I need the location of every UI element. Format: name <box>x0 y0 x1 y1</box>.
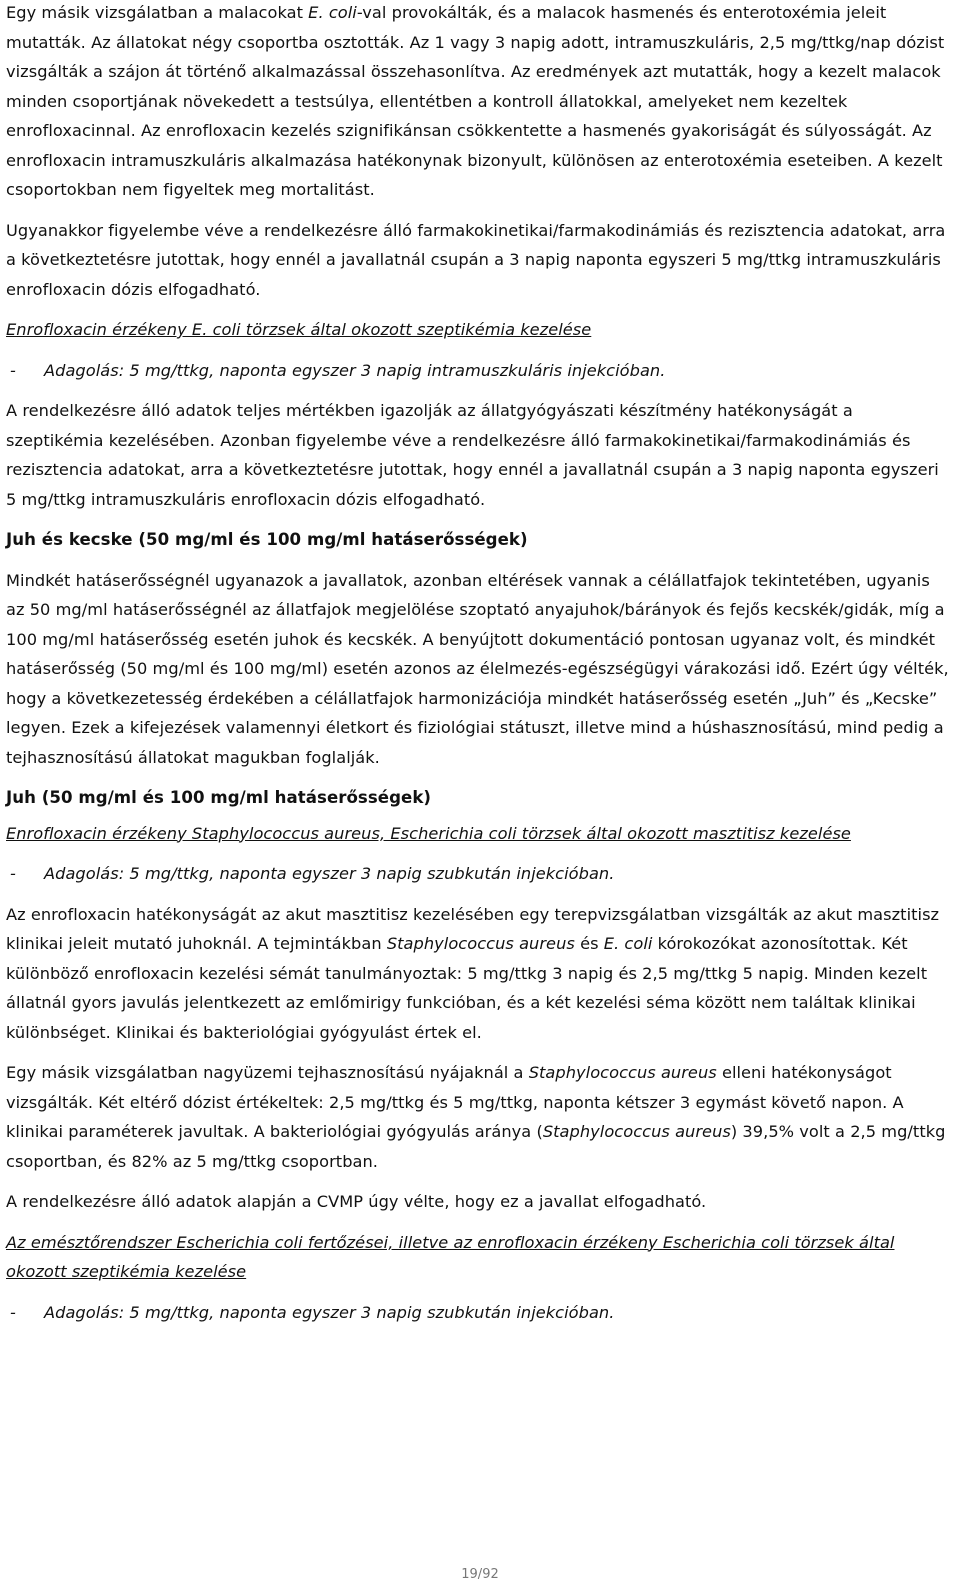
paragraph-text: Az enrofloxacin hatékonyságát az akut masztitisz kezelésében egy terepvizsgálatban vizsgálták az akut masztitisz klinikai jeleit mutató juhoknál. A tejmintákban <box>6 904 940 953</box>
italic-species: Staphylococcus aureus <box>542 1122 731 1141</box>
page-number: 19/92 <box>461 1567 499 1582</box>
paragraph-strengths: Mindkét hatáserősségnél ugyanazok a javallatok, azonban eltérések vannak a célállatfajok tekintetében, ugyanis az 50 mg/ml hatáserősségnél az állatfajok megjelölése szoptató anyajuhok/bárányok és fejős kecskék/gidák, míg a 100 mg/ml hatáserősség esetén juhok és kecskék. A benyújtott dokumentáció pontosan ugyanaz volt, és mindkét hatáserősség (50 mg/ml és 100 mg/ml) esetén azonos az élelmezés-egészségügyi várakozási idő. Ezért úgy vélték, hogy a következetesség érdekében a célállatfajok harmonizációja mindkét hatáserősség esetén „Juh” és „Kecske” legyen. Ezek a kifejezések valamennyi életkort és fiziológiai státuszt, illetve mind a húshasznosítású, mind pedig a tejhasznosítású állatokat magukban foglalják. <box>6 570 949 767</box>
heading-sheep: Juh (50 mg/ml és 100 mg/ml hatáserősségek) <box>6 788 432 807</box>
list-dash: - <box>10 1302 16 1322</box>
dosage-line-1 <box>6 356 950 386</box>
paragraph-text: kórokozókat azonosítottak. Két különböző enrofloxacin kezelési sémát tanulmányoztak: 5 mg/ttkg 3 napig és 2,5 mg/ttkg 5 napig. Minden kezelt állatnál gyors javulás jelentkezett az emlőmirigy funkcióban, és a két kezelési séma között nem találtak klinikai különbséget. Klinikai és bakteriológiai gyógyulást értek el. <box>6 934 928 1042</box>
document-page <box>6 0 950 1327</box>
italic-species: Staphylococcus aureus <box>528 1063 717 1082</box>
dosage-line-3 <box>6 1298 950 1328</box>
paragraph-text: elleni hatékonyságot vizsgálták. Két eltérő dózist értékeltek: 2,5 mg/ttkg és 5 mg/ttkg, naponta kétszer 3 egymást követő napon. A klinikai paraméterek javultak. A bakteriológiai gyógyulás aránya ( <box>6 1063 904 1141</box>
paragraph-text: és <box>574 934 604 953</box>
heading-sheep-goat: Juh és kecske (50 mg/ml és 100 mg/ml hatáserősségek) <box>6 530 528 549</box>
paragraph-text: Egy másik vizsgálatban a malacokat <box>6 3 309 22</box>
subheading-septicemia: Enrofloxacin érzékeny E. coli törzsek által okozott szeptikémia kezelése <box>6 320 592 339</box>
list-dash: - <box>10 864 16 883</box>
subheading-mastitis: Enrofloxacin érzékeny Staphylococcus aureus, Escherichia coli törzsek által okozott masztitisz kezelése <box>6 823 851 843</box>
paragraph-text: Egy másik vizsgálatban nagyüzemi tejhasznosítású nyájaknál a <box>6 1063 529 1082</box>
dosage-text: Adagolás: 5 mg/ttkg, naponta egyszer 3 napig szubkután injekcióban. <box>44 1302 615 1322</box>
paragraph-cvmp-opinion: A rendelkezésre álló adatok alapján a CVMP úgy vélte, hogy ez a javallat elfogadható. <box>6 1192 707 1211</box>
italic-species: E. coli <box>603 934 653 953</box>
paragraph-pkpd-conclusion: Ugyanakkor figyelembe véve a rendelkezésre álló farmakokinetikai/farmakodinámiás és rezisztencia adatokat, arra a következtetésre jutottak, hogy ennél a javallatnál csupán a 3 napig naponta egyszeri 5 mg/ttkg intramuszkuláris enrofloxacin dózis elfogadható. <box>6 220 946 299</box>
dosage-text: Adagolás: 5 mg/ttkg, naponta egyszer 3 napig intramuszkuláris injekcióban. <box>44 360 666 380</box>
paragraph-dairy-flock-study <box>6 1058 950 1176</box>
dosage-line-2 <box>6 859 950 889</box>
italic-species: E. coli <box>308 3 357 22</box>
subheading-digestive-infections: Az emésztőrendszer Escherichia coli fertőzései, illetve az enrofloxacin érzékeny Escherichia coli törzsek által okozott szeptikémia kezelése <box>6 1232 895 1281</box>
list-dash: - <box>10 360 16 380</box>
paragraph-septicemia-efficacy: A rendelkezésre álló adatok teljes mértékben igazolják az állatgyógyászati készítmény hatékonyságát a szeptikémia kezelésében. Azonban figyelembe véve a rendelkezésre álló farmakokinetikai/farmakodinámiás és rezisztencia adatokat, arra a következtetésre jutottak, hogy ennél a javallatnál csupán a 3 napig naponta egyszeri 5 mg/ttkg intramuszkuláris enrofloxacin dózis elfogadható. <box>6 401 939 509</box>
dosage-text: Adagolás: 5 mg/ttkg, naponta egyszer 3 napig szubkután injekcióban. <box>44 864 615 883</box>
paragraph-piglet-study <box>6 0 950 205</box>
italic-species: Staphylococcus aureus <box>386 934 575 953</box>
paragraph-mastitis-field-study <box>6 900 950 1048</box>
paragraph-text: -val provokálták, és a malacok hasmenés és enterotoxémia jeleit mutatták. Az állatokat négy csoportba osztották. Az 1 vagy 3 napig adott, intramuszkuláris, 2,5 mg/ttkg/nap dózist vizsgálták a szájon át történő alkalmazással összehasonlítva. Az eredmények azt mutatták, hogy a kezelt malacok minden csoportjának növekedett a testsúlya, ellentétben a kontroll állatokkal, amelyeket nem kezeltek enrofloxacinnal. Az enrofloxacin kezelés szignifikánsan csökkentette a hasmenés gyakoriságát és súlyosságát. Az enrofloxacin intramuszkuláris alkalmazása hatékonynak bizonyult, különösen az enterotoxémia eseteiben. A kezelt csoportokban nem figyeltek meg mortalitást. <box>6 3 945 199</box>
paragraph-text: ) 39,5% volt a 2,5 mg/ttkg csoportban, és 82% az 5 mg/ttkg csoportban. <box>6 1122 946 1171</box>
